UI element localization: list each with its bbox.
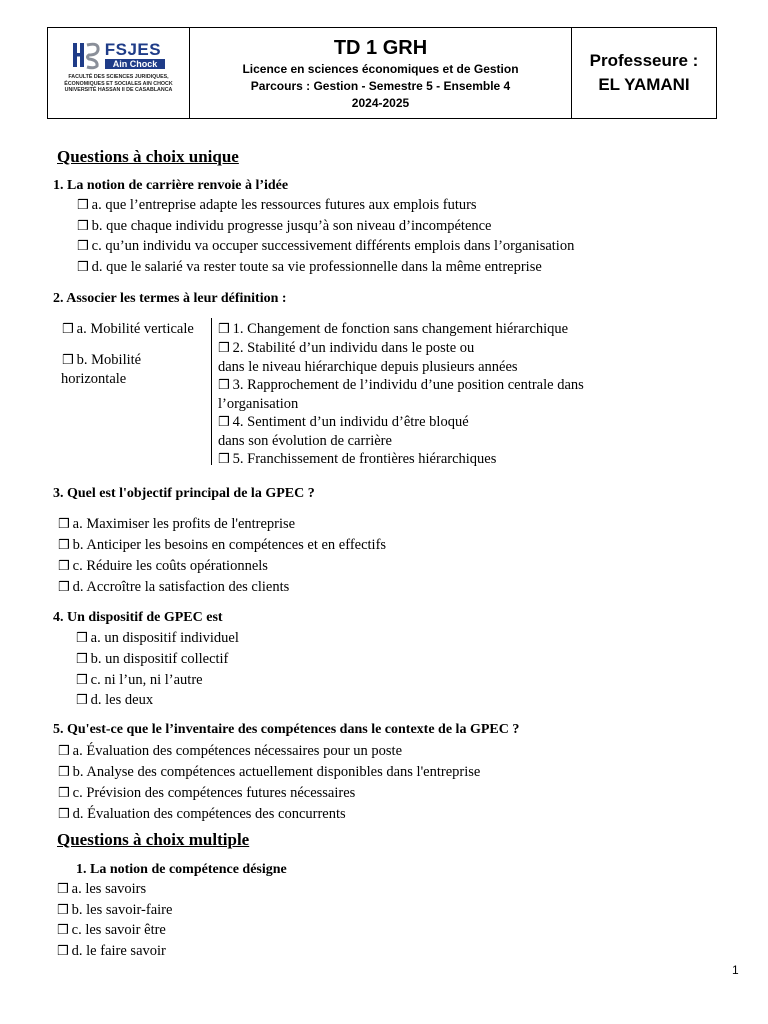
term-a[interactable]: ❒ a. Mobilité verticale <box>62 321 194 337</box>
option-label: b. Anticiper les besoins en compétences et en effectifs <box>72 537 387 553</box>
checkbox-icon: ❒ <box>62 322 74 337</box>
option-label: d. que le salarié va rester toute sa vie professionnelle dans la même entreprise <box>91 259 542 275</box>
checkbox-icon: ❒ <box>77 239 89 254</box>
checkbox-icon: ❒ <box>58 765 70 780</box>
question-3: 3. Quel est l'objectif principal de la GPEC ? <box>53 486 315 501</box>
option-label: a. les savoirs <box>71 881 147 897</box>
option-label: c. les savoir être <box>71 922 166 938</box>
header-table <box>47 27 717 119</box>
q4-option-a[interactable] <box>76 630 239 647</box>
checkbox-icon: ❒ <box>58 517 70 532</box>
section-title-multiple-choice: Questions à choix multiple <box>57 830 250 849</box>
question-4: 4. Un dispositif de GPEC est <box>53 610 223 625</box>
professor-cell <box>571 28 716 118</box>
checkbox-icon: ❒ <box>77 260 89 275</box>
option-label: c. Prévision des compétences futures nécessaires <box>72 785 356 801</box>
checkbox-icon: ❒ <box>76 673 88 688</box>
definition-4-continued: dans son évolution de carrière <box>218 433 392 449</box>
option-label: b. les savoir-faire <box>71 902 173 918</box>
checkbox-icon: ❒ <box>58 744 70 759</box>
checkbox-icon: ❒ <box>62 353 74 368</box>
checkbox-icon: ❒ <box>218 415 230 430</box>
q1-option-c[interactable] <box>77 238 574 255</box>
professor-label: Professeure : <box>589 51 699 70</box>
logo-caption-line: ÉCONOMIQUES ET SOCIALES AIN CHOCK <box>64 80 173 87</box>
academic-year: 2024-2025 <box>351 96 410 110</box>
q3-option-a[interactable] <box>58 516 295 533</box>
definition-2[interactable]: ❒ 2. Stabilité d’un individu dans le poste ou <box>218 340 475 356</box>
checkbox-icon: ❒ <box>57 944 69 959</box>
option-label: c. qu’un individu va occuper successivement différents emplois dans l’organisation <box>91 238 575 254</box>
checkbox-icon: ❒ <box>57 882 69 897</box>
checkbox-icon: ❒ <box>76 631 88 646</box>
question-2: 2. Associer les termes à leur définition : <box>53 291 287 306</box>
option-label: a. Évaluation des compétences nécessaires pour un poste <box>72 743 403 759</box>
checkbox-icon: ❒ <box>58 807 70 822</box>
definition-2-continued: dans le niveau hiérarchique depuis plusieurs années <box>218 359 518 375</box>
logo-cell <box>48 28 189 118</box>
q5-option-a[interactable] <box>58 743 402 760</box>
checkbox-icon: ❒ <box>58 559 70 574</box>
section-title-single-choice: Questions à choix unique <box>57 147 239 166</box>
option-label: b. que chaque individu progresse jusqu’à son niveau d’incompétence <box>91 218 492 234</box>
qm1-option-a[interactable] <box>57 881 146 898</box>
q5-option-c[interactable] <box>58 785 355 802</box>
option-label: d. Accroître la satisfaction des clients <box>72 579 290 595</box>
checkbox-icon: ❒ <box>77 219 89 234</box>
q1-option-d[interactable] <box>77 259 542 276</box>
fsjes-emblem-icon <box>72 40 100 70</box>
checkbox-icon: ❒ <box>76 693 88 708</box>
q4-option-d[interactable] <box>76 692 153 709</box>
option-label: a. Maximiser les profits de l'entreprise <box>72 516 296 532</box>
question-5: 5. Qu'est-ce que le l’inventaire des compétences dans le contexte de la GPEC ? <box>53 722 520 737</box>
term-b-continued: horizontale <box>61 371 127 387</box>
definition-1[interactable]: ❒ 1. Changement de fonction sans changement hiérarchique <box>218 321 569 337</box>
q1-option-a[interactable] <box>77 197 477 214</box>
definition-4[interactable]: ❒ 4. Sentiment d’un individu d’être bloqué <box>218 414 469 430</box>
option-label: b. Analyse des compétences actuellement disponibles dans l'entreprise <box>72 764 481 780</box>
page-number: 1 <box>732 963 739 977</box>
option-label: d. les deux <box>90 692 154 708</box>
term-b[interactable]: ❒ b. Mobilité <box>62 352 142 368</box>
qm1-option-d[interactable] <box>57 943 166 960</box>
q3-option-b[interactable] <box>58 537 386 554</box>
q5-option-b[interactable] <box>58 764 480 781</box>
checkbox-icon: ❒ <box>58 580 70 595</box>
question-1: 1. La notion de carrière renvoie à l’idée <box>53 178 289 193</box>
definition-3-continued: l’organisation <box>218 396 299 412</box>
option-label: a. que l’entreprise adapte les ressources futures aux emplois futurs <box>91 197 477 213</box>
checkbox-icon: ❒ <box>218 322 230 337</box>
university-logo <box>72 40 166 70</box>
checkbox-icon: ❒ <box>58 786 70 801</box>
definition-5[interactable]: ❒ 5. Franchissement de frontières hiérarchiques <box>218 451 497 467</box>
option-label: c. ni l’un, ni l’autre <box>90 672 203 688</box>
logo-fsjes-text: FSJES <box>104 40 162 59</box>
match-terms-column <box>62 320 194 388</box>
checkbox-icon: ❒ <box>218 452 230 467</box>
program-line: Licence en sciences économiques et de Gestion <box>242 62 519 76</box>
match-definitions-column <box>218 320 584 469</box>
qm1-option-b[interactable] <box>57 902 172 919</box>
logo-caption-line: UNIVERSITÉ HASSAN II DE CASABLANCA <box>64 87 173 94</box>
checkbox-icon: ❒ <box>218 341 230 356</box>
multiple-question-1: 1. La notion de compétence désigne <box>76 862 287 877</box>
checkbox-icon: ❒ <box>57 903 69 918</box>
checkbox-icon: ❒ <box>57 923 69 938</box>
logo-caption-line: FACULTÉ DES SCIENCES JURIDIQUES, <box>68 74 169 80</box>
checkbox-icon: ❒ <box>76 652 88 667</box>
checkbox-icon: ❒ <box>218 378 230 393</box>
track-line: Parcours : Gestion - Semestre 5 - Ensemble 4 <box>250 79 511 93</box>
checkbox-icon: ❒ <box>77 198 89 213</box>
option-label: d. le faire savoir <box>71 943 166 959</box>
q4-option-c[interactable] <box>76 672 203 689</box>
q3-option-d[interactable] <box>58 579 289 596</box>
option-label: c. Réduire les coûts opérationnels <box>72 558 268 574</box>
document-title: TD 1 GRH <box>333 37 428 59</box>
match-divider <box>211 318 212 465</box>
title-cell <box>189 28 571 118</box>
q4-option-b[interactable] <box>76 651 228 668</box>
professor-name: EL YAMANI <box>598 75 690 94</box>
option-label: b. un dispositif collectif <box>90 651 229 667</box>
qm1-option-c[interactable] <box>57 922 166 939</box>
q1-option-b[interactable] <box>77 218 492 235</box>
option-label: a. un dispositif individuel <box>90 630 239 646</box>
checkbox-icon: ❒ <box>58 538 70 553</box>
logo-ain-chock-text: Ain Chock <box>105 59 166 69</box>
q3-option-c[interactable] <box>58 558 268 575</box>
option-label: d. Évaluation des compétences des concurrents <box>72 806 346 822</box>
q5-option-d[interactable] <box>58 806 346 823</box>
definition-3[interactable]: ❒ 3. Rapprochement de l’individu d’une position centrale dans <box>218 377 584 393</box>
logo-caption <box>64 74 172 94</box>
